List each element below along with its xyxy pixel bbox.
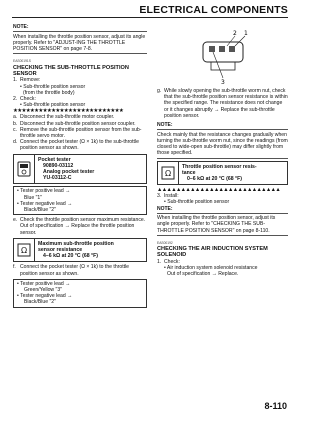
- spec-title: tance: [182, 169, 196, 176]
- ohm-meter-icon: [158, 162, 179, 185]
- tool-box: [13, 154, 147, 185]
- step: 1. Check:: [157, 258, 180, 265]
- substep: b. Disconnect the sub-throttle position sensor coupler.: [13, 120, 136, 127]
- bullet: • Air induction system solenoid resistance: [164, 265, 258, 272]
- substep: g. While slowly opening the sub-throttle worm nut, check that the sub-throttle position sensor resistance is within the specified range. The resistance does not change or it changes abruptly → Replace the sub-throttle position sensor.: [157, 88, 288, 119]
- substep: f. Connect the pocket tester (Ω × 1k) to the throttle position sensor as shown.: [13, 264, 129, 277]
- section-code: EAS00192: [157, 240, 173, 245]
- note-text: Check mainly that the resistance changes gradually when turning the sub-throttle worm nut, since the readings (from closed to wide-open sub-throttle) may differ slightly from those specified.: [157, 131, 288, 157]
- header-rule: [12, 17, 288, 18]
- figure-label: 2: [232, 30, 237, 37]
- bullet: • Sub-throttle position sensor: [164, 199, 230, 206]
- tool-icon: [14, 155, 35, 184]
- tool-number: 90890-03112: [43, 162, 74, 169]
- note-label: NOTE:: [157, 122, 173, 129]
- note-rule: [157, 158, 288, 159]
- step: 2. Check:: [13, 95, 36, 102]
- left-column: [13, 24, 147, 310]
- note-label: NOTE:: [13, 24, 29, 30]
- lead-text: Black/Blue "2": [24, 299, 56, 306]
- spec-title: Maximum sub-throttle position: [38, 240, 114, 247]
- right-column: [157, 24, 288, 277]
- sensor-figure: [157, 26, 288, 86]
- spec-box: [157, 161, 288, 186]
- step: 3. Install:: [157, 193, 179, 200]
- note-rule: [157, 129, 288, 130]
- substep: c. Remove the sub-throttle position sensor from the sub-throttle servo motor.: [13, 126, 142, 139]
- section-heading: CHECKING THE SUB-THROTTLE POSITION SENSOR: [13, 64, 129, 77]
- bullet: • Sub-throttle position sensor: [20, 102, 86, 109]
- svg-text:Ω: Ω: [20, 246, 28, 256]
- note-rule: [157, 213, 288, 214]
- page-number: 8-110: [264, 401, 287, 411]
- spec-box: [13, 238, 147, 263]
- section-heading: CHECKING THE AIR INDUCTION SYSTEM SOLENOID: [157, 246, 268, 259]
- tool-name: Pocket tester: [38, 156, 71, 163]
- step: 1. Remove:: [13, 77, 41, 84]
- procedure-end-marker: ▲▲▲▲▲▲▲▲▲▲▲▲▲▲▲▲▲▲▲▲▲▲▲▲▲▲: [157, 187, 281, 194]
- spec-value: 0–6 kΩ at 20 °C (68 °F): [187, 175, 243, 182]
- note-label: NOTE:: [157, 205, 173, 212]
- substep: e. Check the throttle position sensor maximum resistance. Out of specification → Replace the throttle position sensor.: [13, 217, 146, 236]
- note-rule: [157, 235, 288, 236]
- tester-leads-box: [13, 279, 147, 308]
- spec-title: sensor resistance: [38, 247, 83, 253]
- lead-text: • Tester positive lead →: [17, 280, 71, 287]
- section-code: EAS00191S: [13, 59, 31, 64]
- page-header: [0, 0, 300, 18]
- substep: a. Disconnect the sub-throttle motor coupler.: [13, 114, 115, 121]
- ohm-meter-icon: [14, 239, 35, 262]
- lead-text: • Tester negative lead →: [17, 293, 73, 300]
- spec-value: 4–6 kΩ at 20 °C (68 °F): [43, 253, 99, 260]
- tool-number-alt: YU-03112-C: [43, 175, 72, 182]
- lead-text: Green/Yellow "3": [24, 287, 62, 294]
- bullet-cont: Out of specification → Replace.: [167, 271, 239, 278]
- bullet-cont: (from the throttle body): [23, 89, 75, 96]
- bullet: • Sub-throttle position sensor: [20, 83, 86, 90]
- svg-text:Ω: Ω: [164, 168, 172, 178]
- lead-text: Blue "1": [24, 194, 43, 201]
- spec-title: Throttle position sensor resis-: [182, 163, 257, 170]
- lead-text: Black/Blue "2": [24, 206, 56, 213]
- note-text: When installing the throttle position sensor, adjust its angle properly. Refer to "CHECKING THE SUB-THROTTLE POSITION SENSOR" on page 8-110.: [157, 215, 276, 234]
- tester-leads-box: [13, 186, 147, 215]
- note-rule: [13, 53, 147, 54]
- lead-text: • Tester negative lead →: [17, 200, 73, 207]
- figure-label: 3: [220, 79, 225, 86]
- section-title: ELECTRICAL COMPONENTS: [139, 4, 288, 16]
- substep: d. Connect the pocket tester (Ω × 1k) to the sub-throttle position sensor as shown.: [13, 139, 139, 152]
- sensor-diagram: [183, 26, 263, 86]
- tool-name-alt: Analog pocket tester: [43, 168, 95, 175]
- figure-label: 1: [243, 30, 248, 37]
- note-rule: [13, 31, 147, 32]
- note-text: When installing the throttle position sensor, adjust its angle properly. Refer to "ADJUST-ING THE THROTTLE POSITION SENSOR" on page 7-8.: [13, 33, 146, 53]
- procedure-start-marker: ★★★★★★★★★★★★★★★★★★★★★★★★★★: [13, 108, 124, 115]
- lead-text: • Tester positive lead →: [17, 188, 71, 195]
